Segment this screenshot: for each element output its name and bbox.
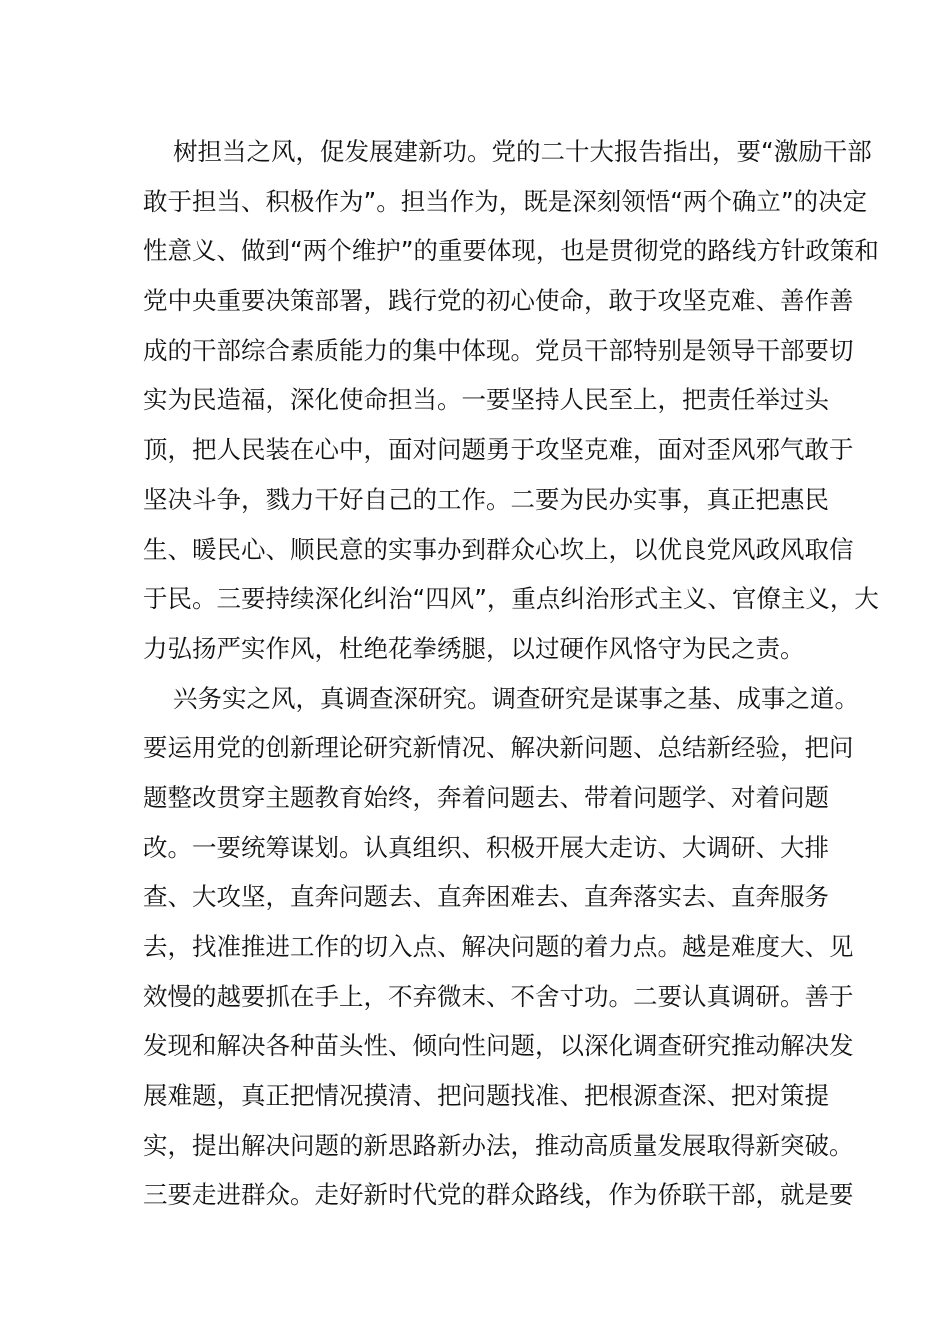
text-line: 于民。三要持续深化纠治“四风”，重点纠治形式主义、官僚主义，大 bbox=[143, 584, 879, 614]
text-line: 顶，把人民装在心中，面对问题勇于攻坚克难，面对歪风邪气敢于 bbox=[143, 435, 854, 465]
paragraph-2 bbox=[143, 674, 859, 1221]
text-line: 发现和解决各种苗头性、倾向性问题，以深化调查研究推动解决发 bbox=[143, 1031, 854, 1061]
text-line: 性意义、做到“两个维护”的重要体现，也是贯彻党的路线方针政策和 bbox=[143, 236, 879, 266]
text-line: 实为民造福，深化使命担当。一要坚持人民至上，把责任举过头 bbox=[143, 385, 829, 415]
text-line: 党中央重要决策部署，践行党的初心使命，敢于攻坚克难、善作善 bbox=[143, 286, 854, 316]
text-line: 树担当之风，促发展建新功。党的二十大报告指出，要“激励干部 bbox=[173, 137, 872, 166]
document-body bbox=[143, 127, 879, 1220]
paragraph-1 bbox=[143, 127, 879, 674]
text-line: 改。一要统筹谋划。认真组织、积极开展大走访、大调研、大排 bbox=[143, 832, 829, 862]
text-line: 实，提出解决问题的新思路新办法，推动高质量发展取得新突破。 bbox=[143, 1130, 854, 1160]
text-line: 效慢的越要抓在手上，不弃微末、不舍寸功。二要认真调研。善于 bbox=[143, 981, 854, 1011]
text-line: 要运用党的创新理论研究新情况、解决新问题、总结新经验，把问 bbox=[143, 733, 854, 763]
text-line: 敢于担当、积极作为”。担当作为，既是深刻领悟“两个确立”的决定 bbox=[143, 186, 868, 216]
text-line: 三要走进群众。走好新时代党的群众路线，作为侨联干部，就是要 bbox=[143, 1180, 854, 1210]
text-line: 题整改贯穿主题教育始终，奔着问题去、带着问题学、对着问题 bbox=[143, 782, 829, 812]
text-line: 坚决斗争，戮力干好自己的工作。二要为民办实事，真正把惠民 bbox=[143, 484, 829, 514]
text-line: 兴务实之风，真调查深研究。调查研究是谋事之基、成事之道。 bbox=[173, 683, 859, 713]
text-line: 成的干部综合素质能力的集中体现。党员干部特别是领导干部要切 bbox=[143, 335, 854, 365]
text-line: 力弘扬严实作风，杜绝花拳绣腿，以过硬作风恪守为民之责。 bbox=[143, 633, 805, 663]
text-line: 展难题，真正把情况摸清、把问题找准、把根源查深、把对策提 bbox=[143, 1081, 829, 1111]
text-line: 查、大攻坚，直奔问题去、直奔困难去、直奔落实去、直奔服务 bbox=[143, 882, 829, 912]
text-line: 生、暖民心、顺民意的实事办到群众心坎上，以优良党风政风取信 bbox=[143, 534, 854, 564]
text-line: 去，找准推进工作的切入点、解决问题的着力点。越是难度大、见 bbox=[143, 932, 854, 961]
